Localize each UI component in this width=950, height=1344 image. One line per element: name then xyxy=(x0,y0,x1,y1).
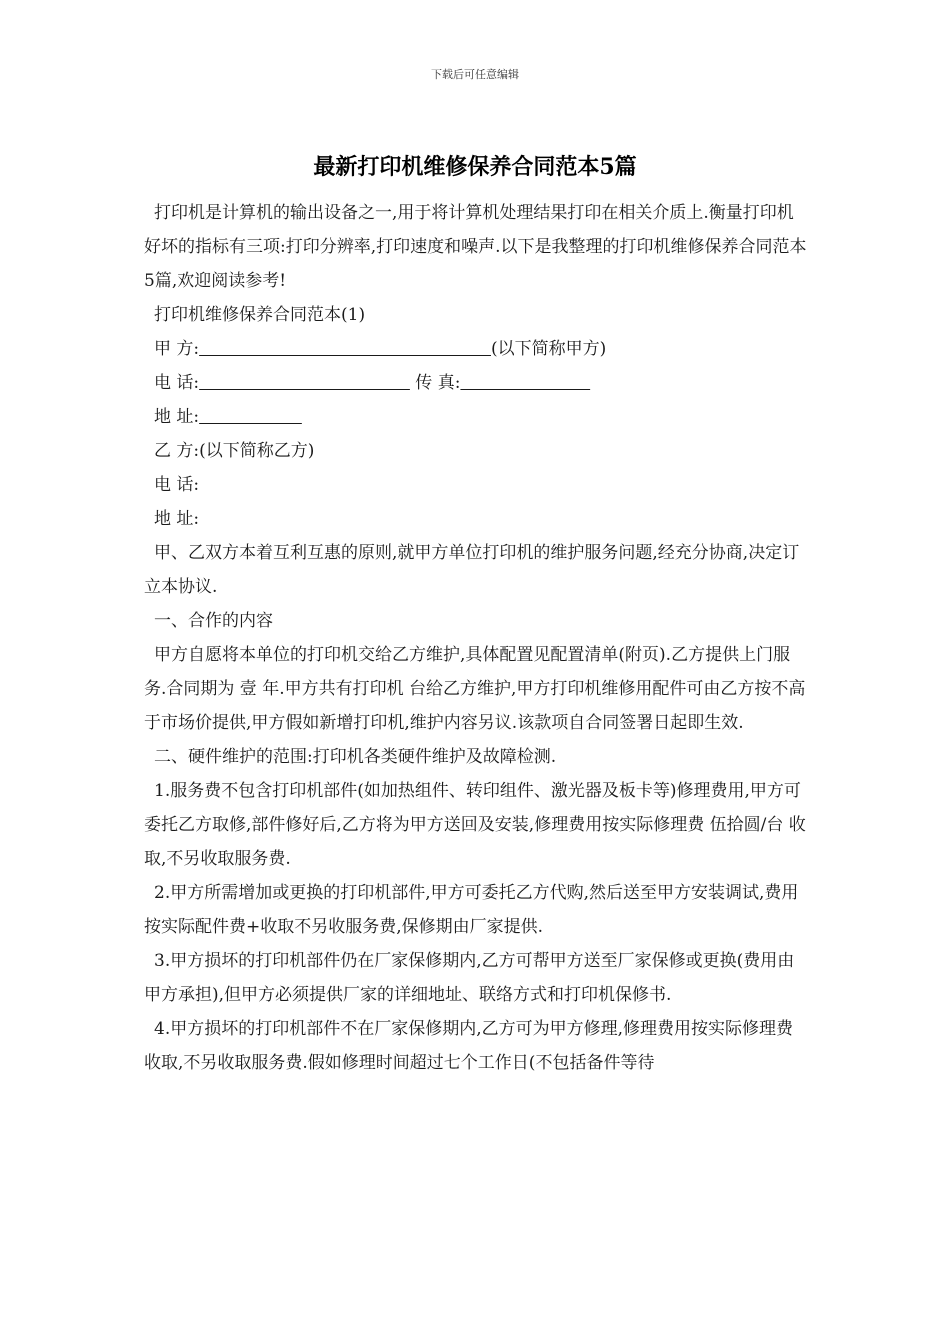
phone-fax-line xyxy=(144,366,810,400)
agreement-paragraph: 甲、乙双方本着互利互惠的原则,就甲方单位打印机的维护服务问题,经充分协商,决定订立本协议. xyxy=(144,543,800,597)
clause-item-3: 3.甲方损坏的打印机部件仍在厂家保修期内,乙方可帮甲方送至厂家保修或更换(费用由甲方承担),但甲方必须提供厂家的详细地址、联络方式和打印机保修书. xyxy=(144,951,795,1005)
document-body xyxy=(144,196,810,1080)
page-header: 下载后可任意编辑 xyxy=(431,68,519,81)
address-blank xyxy=(199,407,302,427)
address-line xyxy=(144,400,810,434)
phone-label: 电 话: xyxy=(154,373,200,393)
fax-blank xyxy=(460,373,590,393)
intro-paragraph: 打印机是计算机的输出设备之一,用于将计算机处理结果打印在相关介质上.衡量打印机好坏的指标有三项:打印分辨率,打印速度和噪声.以下是我整理的打印机维修保养合同范本5篇,欢迎阅读参考! xyxy=(144,203,807,291)
phone-blank xyxy=(199,373,410,393)
cooperation-paragraph: 甲方自愿将本单位的打印机交给乙方维护,具体配置见配置清单(附页).乙方提供上门服务.合同期为 壹 年.甲方共有打印机 台给乙方维护,甲方打印机维修用配件可由乙方按不高于市场价提供,甲方假如新增打印机,维护内容另议.该款项自合同签署日起即生效. xyxy=(144,645,806,733)
party-b-address-line: 地 址: xyxy=(154,509,200,529)
party-b-line: 乙 方:(以下简称乙方) xyxy=(154,441,315,461)
clause-item-4: 4.甲方损坏的打印机部件不在厂家保修期内,乙方可为甲方修理,修理费用按实际修理费收取,不另收取服务费.假如修理时间超过七个工作日(不包括备件等待 xyxy=(144,1019,794,1073)
clause-item-2: 2.甲方所需增加或更换的打印机部件,甲方可委托乙方代购,然后送至甲方安装调试,费用按实际配件费+收取不另收服务费,保修期由厂家提供. xyxy=(144,883,799,937)
clause-heading-2: 二、硬件维护的范围:打印机各类硬件维护及故障检测. xyxy=(154,747,557,767)
party-b-phone-line: 电 话: xyxy=(154,475,200,495)
fax-label: 传 真: xyxy=(409,373,461,393)
clause-heading-1: 一、合作的内容 xyxy=(154,611,273,631)
party-a-suffix: (以下简称甲方) xyxy=(490,339,607,359)
party-a-line xyxy=(144,332,810,366)
clause-item-1: 1.服务费不包含打印机部件(如加热组件、转印组件、激光器及板卡等)修理费用,甲方可委托乙方取修,部件修好后,乙方将为甲方送回及安装,修理费用按实际修理费 伍拾圆/台 收取,不另收取服务费. xyxy=(144,781,806,869)
party-a-blank xyxy=(199,339,491,359)
section-heading: 打印机维修保养合同范本(1) xyxy=(154,305,366,325)
party-a-label: 甲 方: xyxy=(154,339,200,359)
document-title: 最新打印机维修保养合同范本5篇 xyxy=(313,154,637,180)
address-label: 地 址: xyxy=(154,407,200,427)
